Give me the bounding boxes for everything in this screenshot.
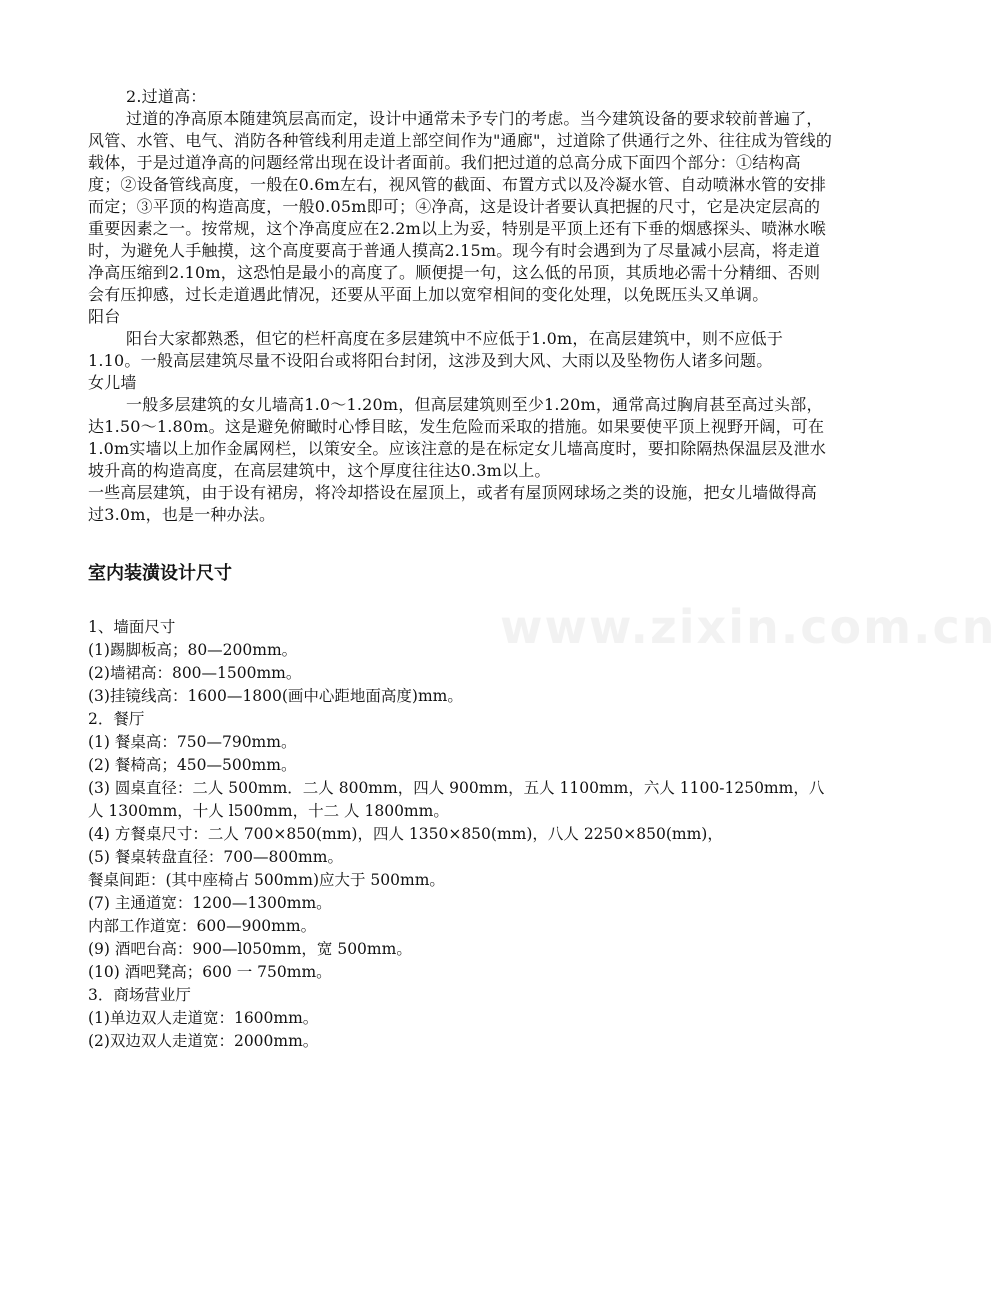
list-item: (4) 方餐桌尺寸：二人 700×850(mm)，四人 1350×850(mm)，八人 2250×850(mm)， — [88, 825, 723, 843]
list-item: (7) 主通道宽：1200—1300mm。 — [88, 894, 332, 912]
watermark: www.zixin.com.cn — [500, 600, 997, 654]
list-item: 内部工作道宽：600—900mm。 — [88, 917, 317, 935]
list-item: 1、墙面尺寸 — [88, 618, 176, 636]
list-item: (5) 餐桌转盘直径：700—800mm。 — [88, 848, 343, 866]
list-item: (3) 圆桌直径：二人 500mm．二人 800mm，四人 900mm，五人 1100mm，六人 1100-1250mm，八人 1300mm，十人 l500mm，十二 人 1800mm。 — [88, 779, 825, 820]
upper-section — [88, 86, 833, 526]
list-item: (9) 酒吧台高：900—l050mm，宽 500mm。 — [88, 940, 412, 958]
corridor-title: 2.过道高： — [126, 87, 207, 106]
list-item: (2)墙裙高：800—1500mm。 — [88, 664, 302, 682]
list-item: (1) 餐桌高：750—790mm。 — [88, 733, 297, 751]
section-heading: 室内装潢设计尺寸 — [88, 563, 232, 584]
list-item: (1)单边双人走道宽：1600mm。 — [88, 1009, 319, 1027]
parapet-extra: 一些高层建筑，由于设有裙房，将冷却搭设在屋顶上，或者有屋顶网球场之类的设施，把女儿墙做得高过3.0m，也是一种办法。 — [88, 483, 818, 524]
document-page — [88, 86, 833, 1053]
dimension-list — [88, 616, 833, 1053]
list-item: (10) 酒吧凳高；600 一 750mm。 — [88, 963, 332, 981]
balcony-title: 阳台 — [88, 307, 121, 326]
list-item: 2．餐厅 — [88, 710, 145, 728]
list-item: 3．商场营业厅 — [88, 986, 191, 1004]
parapet-body: 一般多层建筑的女儿墙高1.0～1.20m，但高层建筑则至少1.20m，通常高过胸肩甚至高过头部，达1.50～1.80m。这是避免俯瞰时心悸目眩，发生危险而采取的措施。如果要使平顶上视野开阔，可在1.0m实墙以上加作金属网栏，以策安全。应该注意的是在标定女儿墙高度时，要扣除隔热保温层及泄水坡升高的构造高度，在高层建筑中，这个厚度往往达0.3m以上。 — [88, 395, 827, 480]
list-item: (1)踢脚板高；80—200mm。 — [88, 641, 298, 659]
list-item: (2) 餐椅高；450—500mm。 — [88, 756, 297, 774]
balcony-body: 阳台大家都熟悉，但它的栏杆高度在多层建筑中不应低于1.0m，在高层建筑中，则不应低于1.10。一般高层建筑尽量不设阳台或将阳台封闭，这涉及到大风、大雨以及坠物伤人诸多问题。 — [88, 329, 784, 370]
list-item: (2)双边双人走道宽：2000mm。 — [88, 1032, 319, 1050]
corridor-body: 过道的净高原本随建筑层高而定，设计中通常未予专门的考虑。当今建筑设备的要求较前普遍了，风管、水管、电气、消防各种管线利用走道上部空间作为"通廊"，过道除了供通行之外、往往成为管线的载体，于是过道净高的问题经常出现在设计者面前。我们把过道的总高分成下面四个部分：①结构高度；②设备管线高度，一般在0.6m左右，视风管的截面、布置方式以及冷凝水管、自动喷淋水管的安排而定；③平顶的构造高度，一般0.05m即可；④净高，这是设计者要认真把握的尺寸，它是决定层高的重要因素之一。按常规，这个净高度应在2.2m以上为妥，特别是平顶上还有下垂的烟感探头、喷淋水喉时，为避免人手触摸，这个高度要高于普通人摸高2.15m。现今有时会遇到为了尽量减小层高，将走道净高压缩到2.10m，这恐怕是最小的高度了。顺便提一句，这么低的吊顶，其质地必需十分精细、否则会有压抑感，过长走道遇此情况，还要从平面上加以宽窄相间的变化处理，以免既压头又单调。 — [88, 109, 833, 304]
list-item: (3)挂镜线高：1600—1800(画中心距地面高度)mm。 — [88, 687, 463, 705]
list-item: 餐桌间距：(其中座椅占 500mm)应大于 500mm。 — [88, 871, 445, 889]
parapet-title: 女儿墙 — [88, 373, 137, 392]
